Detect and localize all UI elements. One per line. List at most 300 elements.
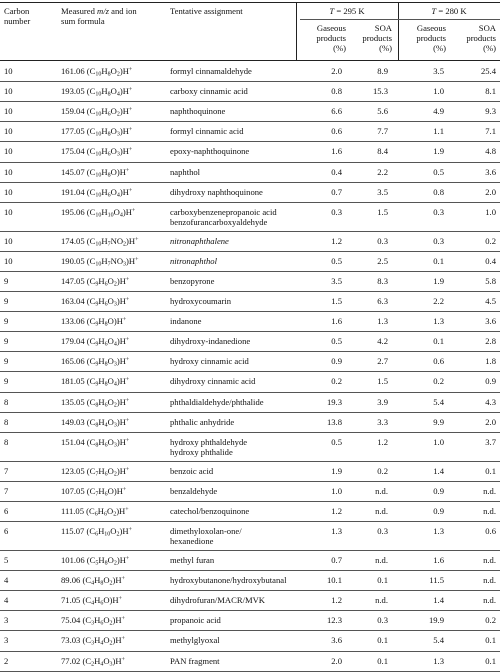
carbon-number-cell: 10 bbox=[4, 126, 13, 137]
formula-element: H bbox=[101, 235, 108, 246]
formula-subscript: 3 bbox=[116, 151, 120, 158]
formula-element: H bbox=[98, 416, 105, 427]
row-rule bbox=[0, 651, 500, 652]
formula-subscript: 2 bbox=[109, 640, 113, 647]
formula-element: O bbox=[103, 655, 110, 666]
soa-280-cell: n.d. bbox=[483, 575, 496, 586]
soa-295-cell: 2.7 bbox=[377, 356, 388, 367]
mz-formula-cell: 149.03 $(C_8H_4O_3)H^+$ bbox=[61, 416, 130, 429]
gas-295-cell: 1.2 bbox=[331, 505, 342, 516]
mz-formula-cell: 190.05 $(C_{10}H_7NO_3)H^+$ bbox=[61, 255, 139, 268]
formula-subscript: 2 bbox=[123, 241, 127, 248]
mz-value: 111.05 bbox=[61, 505, 84, 516]
assignment-cell bbox=[170, 575, 286, 585]
formula-element: C bbox=[89, 396, 96, 407]
formula-element: H bbox=[94, 595, 101, 606]
row-rule bbox=[0, 291, 500, 292]
mz-formula-cell: 115.07 $(C_6H_{10}O_2)H^+$ bbox=[61, 526, 132, 538]
mz-formula-cell: 135.05 $(C_8H_6O_2)H^+$ bbox=[61, 396, 130, 408]
soa-295-cell: 5.6 bbox=[377, 106, 388, 117]
gas-295-cell: 1.3 bbox=[331, 526, 342, 536]
mz-value: 175.04 bbox=[61, 146, 85, 157]
row-rule bbox=[0, 570, 500, 571]
assignment-line: dihydroxy-indanedione bbox=[170, 336, 251, 347]
assignment-cell bbox=[170, 276, 214, 286]
formula-subscript: 10 bbox=[95, 131, 102, 138]
assignment-cell bbox=[170, 417, 234, 427]
formula-subscript: 6 bbox=[103, 511, 107, 518]
mz-value: 195.06 bbox=[61, 206, 85, 217]
assignment-cell bbox=[170, 486, 217, 496]
mz-value: 163.04 bbox=[61, 296, 85, 306]
formula-subscript: 3 bbox=[91, 640, 95, 647]
formula-element: N bbox=[110, 255, 117, 266]
gas-280-cell: 1.3 bbox=[433, 655, 444, 666]
formula-element: O bbox=[107, 275, 114, 286]
formula-element: H bbox=[98, 376, 105, 387]
gas-295-cell: 0.7 bbox=[331, 186, 342, 197]
mz-formula-cell: 163.04 $(C_9H_6O_3)H^+$ bbox=[61, 296, 130, 308]
mz-formula-cell: 193.05 $(C_{10}H_8O_4)H^+$ bbox=[61, 86, 133, 98]
assignment-line: carboxy cinnamic acid bbox=[170, 86, 248, 97]
formula-subscript: 4 bbox=[100, 661, 104, 667]
formula-subscript: 7 bbox=[107, 241, 111, 248]
soa-280-cell: 4.5 bbox=[485, 296, 496, 306]
row-rule bbox=[0, 371, 500, 372]
gas-295-cell: 0.6 bbox=[331, 126, 342, 137]
gas-280-cell: 5.4 bbox=[433, 396, 444, 407]
row-rule bbox=[0, 182, 500, 183]
mz-value: 147.05 bbox=[61, 275, 85, 286]
gas-280-cell: 1.1 bbox=[433, 126, 444, 137]
gas-280-cell: 19.9 bbox=[428, 615, 444, 626]
assignment-line: phthalic anhydride bbox=[170, 416, 235, 427]
carbon-number-cell: 10 bbox=[4, 186, 13, 197]
gas-280-cell: 3.5 bbox=[433, 66, 444, 76]
formula-element: O bbox=[107, 296, 114, 306]
assignment-line: formyl cinnamic acid bbox=[170, 126, 244, 137]
formula-subscript: 4 bbox=[104, 422, 108, 429]
mz-value: 165.06 bbox=[61, 356, 85, 367]
assignment-line: hydroxybutanone/hydroxybutanal bbox=[170, 575, 287, 586]
assignment-line: dimethyloxolan-one/ bbox=[170, 526, 242, 536]
row-rule bbox=[0, 141, 500, 142]
mz-formula-cell: 177.05 $(C_{10}H_8O_3)H^+$ bbox=[61, 126, 133, 138]
gas-280-cell: 1.9 bbox=[433, 146, 444, 157]
formula-subscript: 10 bbox=[95, 192, 102, 199]
carbon-number-cell: 3 bbox=[4, 615, 9, 626]
mz-formula-cell: 179.04 $(C_9H_6O_4)H^+$ bbox=[61, 336, 130, 348]
carbon-number-cell: 8 bbox=[4, 436, 9, 447]
formula-subscript: 8 bbox=[95, 442, 99, 449]
assignment-line: naphthol bbox=[170, 166, 201, 177]
formula-subscript: 2 bbox=[109, 580, 113, 587]
formula-subscript: 8 bbox=[100, 580, 104, 587]
soa-295-cell: 0.1 bbox=[377, 655, 388, 666]
assignment-line: hydroxy phthalide bbox=[170, 446, 233, 457]
soa-280-cell: 0.1 bbox=[485, 635, 496, 646]
mz-value: 179.04 bbox=[61, 336, 85, 347]
gas-280-cell: 1.3 bbox=[433, 526, 444, 536]
formula-element: O bbox=[107, 485, 114, 496]
mz-formula-cell: 89.06 $(C_4H_8O_2)H^+$ bbox=[61, 575, 125, 587]
formula-subscript: 8 bbox=[107, 131, 111, 138]
assignment-cell bbox=[170, 555, 214, 565]
soa-280-cell: 5.8 bbox=[485, 275, 496, 286]
formula-element: C bbox=[89, 336, 96, 347]
formula-subscript: 10 bbox=[95, 71, 102, 78]
formula-element: H bbox=[101, 166, 108, 177]
soa-280-cell: 0.4 bbox=[485, 255, 496, 266]
mz-value: 71.05 bbox=[61, 595, 81, 606]
assignment-line: PAN fragment bbox=[170, 655, 220, 666]
formula-subscript: 3 bbox=[116, 131, 120, 138]
carbon-number-cell: 10 bbox=[4, 86, 13, 97]
carbon-number-cell: 8 bbox=[4, 416, 9, 427]
assignment-cell bbox=[170, 236, 229, 246]
soa-295-cell: n.d. bbox=[375, 595, 388, 606]
carbon-number-cell: 10 bbox=[4, 235, 13, 246]
formula-element: O bbox=[103, 575, 110, 586]
formula-element: O bbox=[107, 555, 114, 565]
formula-element: O bbox=[103, 615, 110, 626]
row-rule bbox=[0, 671, 500, 672]
formula-subscript: 8 bbox=[95, 402, 99, 408]
assignment-line: benzoic acid bbox=[170, 465, 214, 476]
formula-element: H bbox=[98, 356, 105, 367]
header-gas-295: Gaseous products (%) bbox=[316, 23, 346, 53]
mz-value: 115.07 bbox=[61, 526, 85, 536]
formula-subscript: 10 bbox=[95, 91, 102, 98]
row-rule bbox=[0, 231, 500, 232]
formula-element: C bbox=[89, 235, 96, 246]
carbon-number-cell: 7 bbox=[4, 485, 9, 496]
formula-element: C bbox=[89, 555, 96, 565]
row-rule bbox=[0, 121, 500, 122]
mz-formula-cell: 75.04 $(C_3H_6O_2)H^+$ bbox=[61, 615, 125, 627]
formula-subscript: 9 bbox=[95, 281, 99, 288]
assignment-line: phthaldialdehyde/phthalide bbox=[170, 396, 264, 407]
mz-value: 177.05 bbox=[61, 126, 85, 137]
formula-element: C bbox=[89, 356, 96, 367]
formula-element: O bbox=[103, 595, 110, 606]
carbon-number-cell: 10 bbox=[4, 106, 13, 117]
mz-formula-cell: 73.03 $(C_3H_4O_2)H^+$ bbox=[61, 635, 125, 647]
gas-280-cell: 0.8 bbox=[433, 186, 444, 197]
soa-295-cell: n.d. bbox=[375, 555, 388, 565]
gas-295-cell: 2.0 bbox=[331, 66, 342, 76]
assignment-cell bbox=[170, 397, 264, 407]
assignment-line: hydroxy phthaldehyde bbox=[170, 436, 248, 447]
mz-formula-cell: 71.05 $(C_4H_6O)H^+$ bbox=[61, 595, 122, 607]
gas-280-cell: 1.3 bbox=[433, 316, 444, 327]
formula-subscript: 4 bbox=[113, 381, 117, 388]
formula-subscript: 8 bbox=[104, 321, 108, 328]
soa-280-cell: 3.6 bbox=[485, 316, 496, 327]
formula-element: O bbox=[107, 396, 114, 407]
soa-280-cell: 0.6 bbox=[485, 526, 496, 536]
formula-subscript: 8 bbox=[95, 422, 99, 429]
formula-element: H bbox=[101, 66, 108, 76]
carbon-number-cell: 9 bbox=[4, 275, 9, 286]
gas-280-cell: 1.4 bbox=[433, 595, 444, 606]
assignment-cell bbox=[170, 336, 250, 346]
formula-element: C bbox=[89, 526, 96, 536]
soa-280-cell: n.d. bbox=[483, 485, 496, 496]
gas-295-cell: 1.9 bbox=[331, 465, 342, 476]
assignment-line: hydroxycoumarin bbox=[170, 296, 232, 306]
assignment-cell bbox=[170, 86, 248, 96]
gas-295-cell: 0.8 bbox=[331, 86, 342, 97]
mz-value: 73.03 bbox=[61, 635, 81, 646]
mz-formula-cell: 133.06 $(C_9H_8O)H^+$ bbox=[61, 316, 127, 328]
formula-subscript: 6 bbox=[95, 531, 99, 538]
formula-element: O bbox=[110, 106, 117, 117]
formula-subscript: 2 bbox=[116, 71, 120, 78]
assignment-line: benzofurancarboxyaldehyde bbox=[170, 216, 268, 227]
mz-formula-cell: 147.05 $(C_9H_6O_2)H^+$ bbox=[61, 275, 130, 288]
soa-280-cell: 2.0 bbox=[485, 416, 496, 427]
assignment-cell bbox=[170, 256, 217, 266]
assignment-cell bbox=[170, 635, 220, 645]
formula-element: C bbox=[89, 485, 96, 496]
assignment-line: methylglyoxal bbox=[170, 635, 220, 646]
gas-280-cell: 1.0 bbox=[433, 86, 444, 97]
formula-element: H bbox=[98, 465, 105, 476]
gas-295-cell: 1.6 bbox=[331, 316, 342, 327]
formula-element: H bbox=[98, 436, 105, 447]
assignment-cell bbox=[170, 466, 213, 476]
soa-295-cell: 7.7 bbox=[377, 126, 388, 137]
formula-subscript: 8 bbox=[104, 560, 108, 567]
formula-subscript: 2 bbox=[116, 111, 120, 118]
formula-subscript: 2 bbox=[116, 531, 120, 538]
formula-element: C bbox=[89, 86, 96, 97]
soa-280-cell: 4.3 bbox=[485, 396, 496, 407]
row-rule bbox=[0, 590, 500, 591]
soa-280-cell: 0.2 bbox=[485, 235, 496, 246]
carbon-number-cell: 2 bbox=[4, 655, 9, 666]
carbon-number-cell: 9 bbox=[4, 376, 9, 387]
formula-subscript: 2 bbox=[113, 471, 117, 478]
formula-subscript: 8 bbox=[107, 91, 111, 98]
formula-element: O bbox=[110, 126, 117, 137]
gas-295-cell: 12.3 bbox=[326, 615, 342, 626]
row-rule bbox=[0, 412, 500, 413]
assignment-cell bbox=[170, 66, 252, 76]
gas-295-cell: 3.6 bbox=[331, 635, 342, 646]
formula-subscript: 9 bbox=[95, 341, 99, 348]
gas-295-cell: 1.2 bbox=[331, 235, 342, 246]
mz-value: 135.05 bbox=[61, 396, 85, 407]
mz-value: 89.06 bbox=[61, 575, 81, 586]
formula-element: C bbox=[89, 376, 96, 387]
carbon-number-cell: 9 bbox=[4, 356, 9, 367]
mz-formula-cell: 111.05 $(C_6H_6O_2)H^+$ bbox=[61, 505, 129, 518]
gas-295-cell: 0.5 bbox=[331, 336, 342, 347]
formula-element: H bbox=[98, 275, 105, 286]
gas-295-cell: 1.5 bbox=[331, 296, 342, 306]
carbon-number-cell: 8 bbox=[4, 396, 9, 407]
formula-element: H bbox=[101, 86, 108, 97]
formula-element: H bbox=[98, 396, 105, 407]
formula-element: C bbox=[89, 255, 96, 266]
mz-formula-cell: 191.04 $(C_{10}H_6O_4)H^+$ bbox=[61, 186, 133, 199]
formula-subscript: 6 bbox=[100, 600, 104, 607]
gas-295-cell: 1.6 bbox=[331, 146, 342, 157]
formula-subscript: 3 bbox=[109, 661, 113, 667]
mz-formula-cell: 195.06 $(C_{10}H_{10}O_4)H^+$ bbox=[61, 206, 136, 219]
gas-295-cell: 0.5 bbox=[331, 255, 342, 266]
gas-295-cell: 0.3 bbox=[331, 206, 342, 217]
formula-element: C bbox=[85, 575, 92, 586]
formula-subscript: 4 bbox=[119, 212, 123, 219]
row-rule bbox=[0, 162, 500, 163]
mz-formula-cell: 101.06 $(C_5H_8O_2)H^+$ bbox=[61, 555, 130, 567]
formula-element: H bbox=[98, 555, 105, 565]
assignment-cell bbox=[170, 167, 200, 177]
soa-295-cell: n.d. bbox=[375, 505, 388, 516]
row-rule bbox=[0, 202, 500, 203]
row-rule bbox=[0, 461, 500, 462]
soa-280-cell: 8.1 bbox=[485, 86, 496, 97]
formula-element: C bbox=[89, 146, 96, 157]
gas-295-cell: 0.7 bbox=[331, 555, 342, 565]
formula-element: O bbox=[116, 235, 124, 246]
mz-value: 75.04 bbox=[61, 615, 81, 626]
row-rule bbox=[0, 481, 500, 482]
assignment-cell bbox=[170, 106, 225, 116]
formula-element: H bbox=[98, 526, 105, 536]
soa-295-cell: 3.5 bbox=[377, 186, 388, 197]
soa-295-cell: 2.5 bbox=[377, 255, 388, 266]
assignment-cell bbox=[170, 296, 231, 306]
gas-280-cell: 1.0 bbox=[433, 436, 444, 447]
gas-280-cell: 0.2 bbox=[433, 376, 444, 387]
gas-280-cell: 0.1 bbox=[433, 336, 444, 347]
header-tentative-assignment: Tentative assignment bbox=[170, 6, 243, 16]
soa-295-cell: 1.3 bbox=[377, 316, 388, 327]
carbon-number-cell: 6 bbox=[4, 505, 9, 516]
soa-295-cell: 0.1 bbox=[377, 635, 388, 646]
formula-subscript: 7 bbox=[107, 261, 111, 268]
mz-formula-cell: 145.07 $(C_{10}H_8O)H^+$ bbox=[61, 166, 130, 178]
formula-element: O bbox=[110, 526, 117, 536]
soa-295-cell: 0.3 bbox=[377, 526, 388, 536]
formula-subscript: 4 bbox=[91, 580, 95, 587]
formula-element: O bbox=[110, 166, 117, 177]
assignment-cell bbox=[170, 146, 249, 156]
formula-subscript: 3 bbox=[123, 261, 127, 268]
mz-value: 190.05 bbox=[61, 255, 85, 266]
mz-value: 107.05 bbox=[61, 485, 85, 496]
formula-subscript: 4 bbox=[116, 91, 120, 98]
gas-295-cell: 1.0 bbox=[331, 485, 342, 496]
formula-subscript: 10 bbox=[95, 261, 102, 268]
soa-295-cell: 2.2 bbox=[377, 166, 388, 177]
formula-subscript: 6 bbox=[104, 281, 108, 288]
row-rule bbox=[0, 610, 500, 611]
mz-value: 123.05 bbox=[61, 465, 85, 476]
soa-295-cell: 1.5 bbox=[377, 376, 388, 387]
assignment-line: nitronaphthalene bbox=[170, 235, 229, 246]
formula-subscript: 6 bbox=[104, 341, 108, 348]
mz-formula-cell: 174.05 $(C_{10}H_7NO_2)H^+$ bbox=[61, 235, 139, 248]
formula-element: O bbox=[107, 336, 114, 347]
formula-subscript: 8 bbox=[104, 381, 108, 388]
formula-element: O bbox=[110, 66, 117, 76]
formula-element: N bbox=[110, 235, 117, 246]
formula-element: C bbox=[85, 615, 92, 626]
formula-subscript: 6 bbox=[107, 151, 111, 158]
gas-295-cell: 1.2 bbox=[331, 595, 342, 606]
assignment-line: hexanedione bbox=[170, 536, 214, 546]
gas-280-cell: 0.5 bbox=[433, 166, 444, 177]
formula-subscript: 9 bbox=[95, 321, 99, 328]
formula-element: O bbox=[107, 356, 114, 367]
formula-subscript: 3 bbox=[113, 301, 117, 308]
formula-subscript: 10 bbox=[104, 531, 111, 538]
formula-element: C bbox=[89, 505, 95, 516]
soa-295-cell: 0.1 bbox=[377, 575, 388, 586]
formula-subscript: 10 bbox=[107, 212, 114, 219]
mz-value: 193.05 bbox=[61, 86, 85, 97]
formula-element: O bbox=[107, 316, 114, 327]
formula-element: O bbox=[107, 376, 114, 387]
mz-value: 191.04 bbox=[61, 186, 85, 197]
formula-element: C bbox=[85, 655, 92, 666]
carbon-number-cell: 10 bbox=[4, 146, 13, 157]
formula-subscript: 3 bbox=[113, 361, 117, 368]
gas-280-cell: 0.9 bbox=[433, 485, 444, 496]
soa-295-cell: 8.9 bbox=[377, 66, 388, 76]
assignment-cell bbox=[170, 187, 263, 197]
formula-element: C bbox=[89, 186, 96, 197]
gas-280-cell: 0.1 bbox=[433, 255, 444, 266]
row-rule bbox=[0, 432, 500, 433]
formula-subscript: 9 bbox=[95, 381, 99, 388]
carbon-number-cell: 5 bbox=[4, 555, 9, 565]
formula-element: C bbox=[89, 275, 96, 286]
gas-295-cell: 2.0 bbox=[331, 655, 342, 666]
assignment-line: indanone bbox=[170, 316, 202, 327]
soa-295-cell: 0.3 bbox=[377, 615, 388, 626]
soa-280-cell: 3.7 bbox=[485, 436, 496, 447]
assignment-line: hydroxy cinnamic acid bbox=[170, 356, 249, 367]
gas-280-cell: 11.5 bbox=[429, 575, 444, 586]
row-rule bbox=[0, 101, 500, 102]
mz-formula-cell: 161.06 $(C_{10}H_8O_2)H^+$ bbox=[61, 66, 133, 78]
formula-element: H bbox=[98, 336, 105, 347]
assignment-line: dihydroxy naphthoquinone bbox=[170, 186, 263, 197]
formula-subscript: 6 bbox=[100, 620, 104, 627]
mz-value: 101.06 bbox=[61, 555, 85, 565]
mz-formula-cell: 165.06 $(C_9H_8O_3)H^+$ bbox=[61, 356, 130, 368]
soa-295-cell: 8.3 bbox=[377, 275, 388, 286]
gas-295-cell: 6.6 bbox=[331, 106, 342, 117]
formula-element: C bbox=[85, 595, 92, 606]
formula-element: C bbox=[89, 106, 96, 117]
formula-subscript: 2 bbox=[113, 511, 117, 518]
formula-element: C bbox=[89, 416, 96, 427]
formula-subscript: 4 bbox=[91, 600, 95, 607]
mz-value: 159.04 bbox=[61, 106, 85, 117]
mz-value: 174.05 bbox=[61, 235, 85, 246]
row-rule bbox=[0, 351, 500, 352]
carbon-number-cell: 4 bbox=[4, 575, 9, 586]
formula-element: C bbox=[89, 166, 96, 177]
assignment-cell bbox=[170, 207, 277, 227]
